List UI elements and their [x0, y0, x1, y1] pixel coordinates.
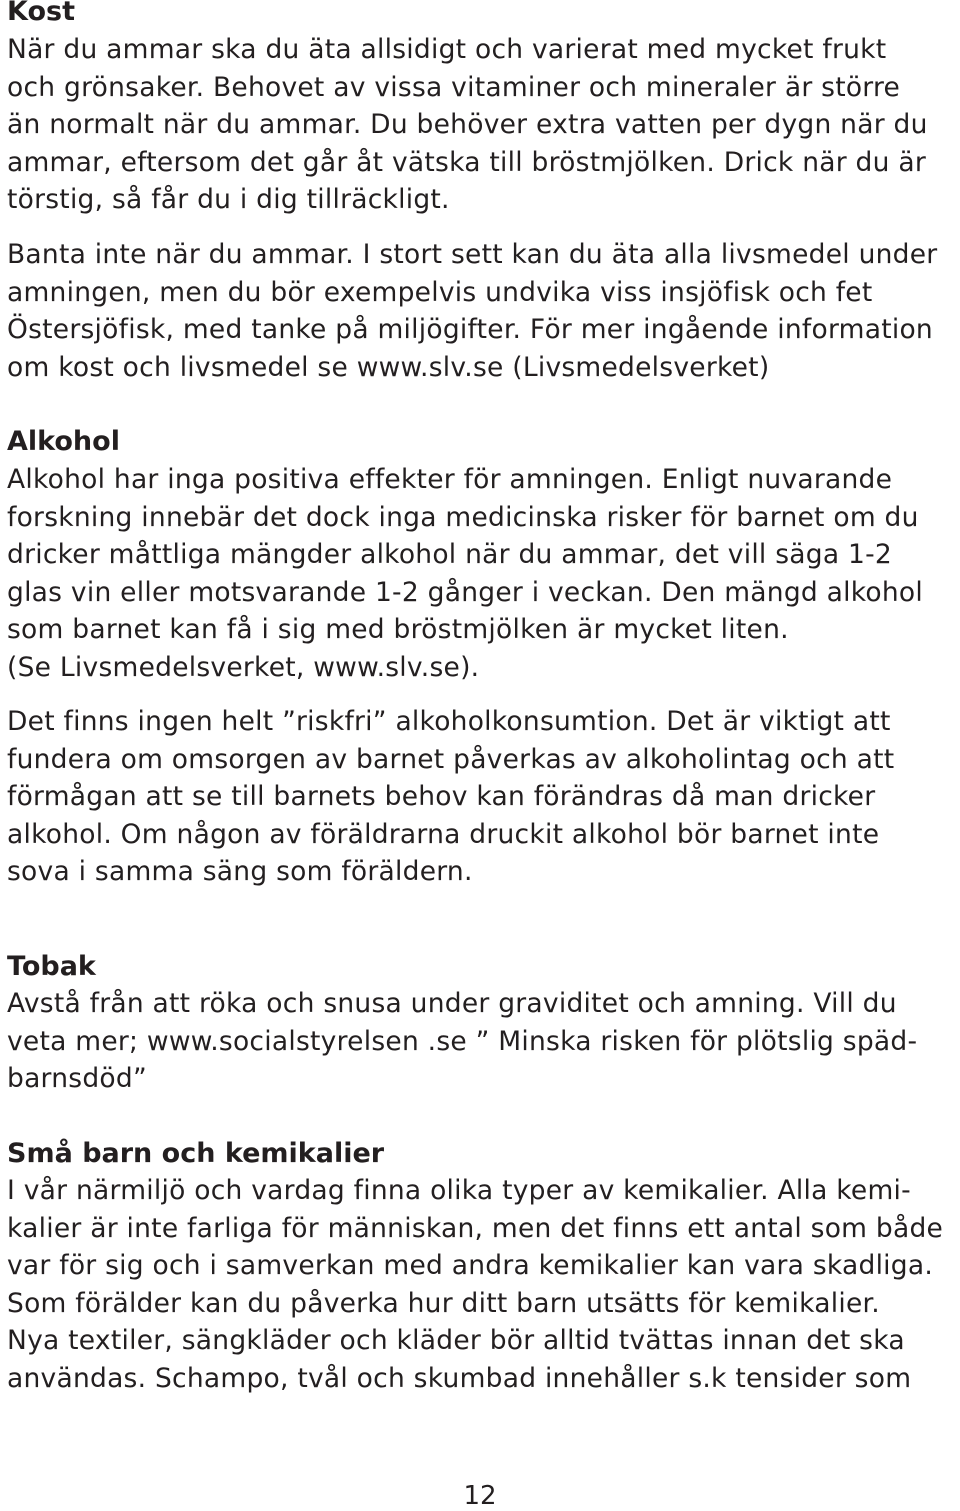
section-heading-kost: Kost	[7, 0, 75, 27]
page-number: 12	[463, 1481, 497, 1511]
paragraph-alkohol-2: Det finns ingen helt ”riskfri” alkoholkonsumtion. Det är viktigt att fundera om omsorgen av barnet påverkas av alkoholintag och att förmågan att se till barnets behov kan förändras då man dricker alkohol. Om någon av föräldrarna druckit alkohol bör barnet inte sova i samma säng som föräldern.	[7, 706, 895, 888]
section-heading-kemikalier: Små barn och kemikalier	[7, 1138, 385, 1169]
paragraph-tobak-1: Avstå från att röka och snusa under graviditet och amning. Vill du veta mer; www.socialstyrelsen .se ” Minska risken för plötslig späd- barnsdöd”	[7, 988, 918, 1095]
paragraph-kost-1: När du ammar ska du äta allsidigt och varierat med mycket frukt och grönsaker. Behovet av vissa vitaminer och mineraler är större än normalt när du ammar. Du behöver extra vatten per dygn när du ammar, eftersom det går åt vätska till bröstmjölken. Drick när du är törstig, så får du i dig tillräckligt.	[7, 34, 928, 216]
section-heading-alkohol: Alkohol	[7, 426, 120, 457]
paragraph-alkohol-1: Alkohol har inga positiva effekter för amningen. Enligt nuvarande forskning innebär det dock inga medicinska risker för barnet om du dricker måttliga mängder alkohol när du ammar, det vill säga 1-2 glas vin eller motsvarande 1-2 gånger i veckan. Den mängd alkohol som barnet kan få i sig med bröstmjölken är mycket liten. (Se Livsmedelsverket, www.slv.se).	[7, 464, 923, 683]
paragraph-kemikalier-1: I vår närmiljö och vardag finna olika typer av kemikalier. Alla kemi- kalier är inte farliga för människan, men det finns ett antal som både var för sig och i samverkan med andra kemikalier kan vara skadliga. Som förälder kan du påverka hur ditt barn utsätts för kemikalier. Nya textiler, sängkläder och kläder bör alltid tvättas innan det ska användas. Schampo, tvål och skumbad innehåller s.k tensider som	[7, 1175, 944, 1394]
paragraph-kost-2: Banta inte när du ammar. I stort sett kan du äta alla livsmedel under amningen, men du bör exempelvis undvika viss insjöfisk och fet Östersjöfisk, med tanke på miljögifter. För mer ingående information om kost och livsmedel se www.slv.se (Livsmedelsverket)	[7, 239, 938, 383]
section-heading-tobak: Tobak	[7, 951, 96, 982]
